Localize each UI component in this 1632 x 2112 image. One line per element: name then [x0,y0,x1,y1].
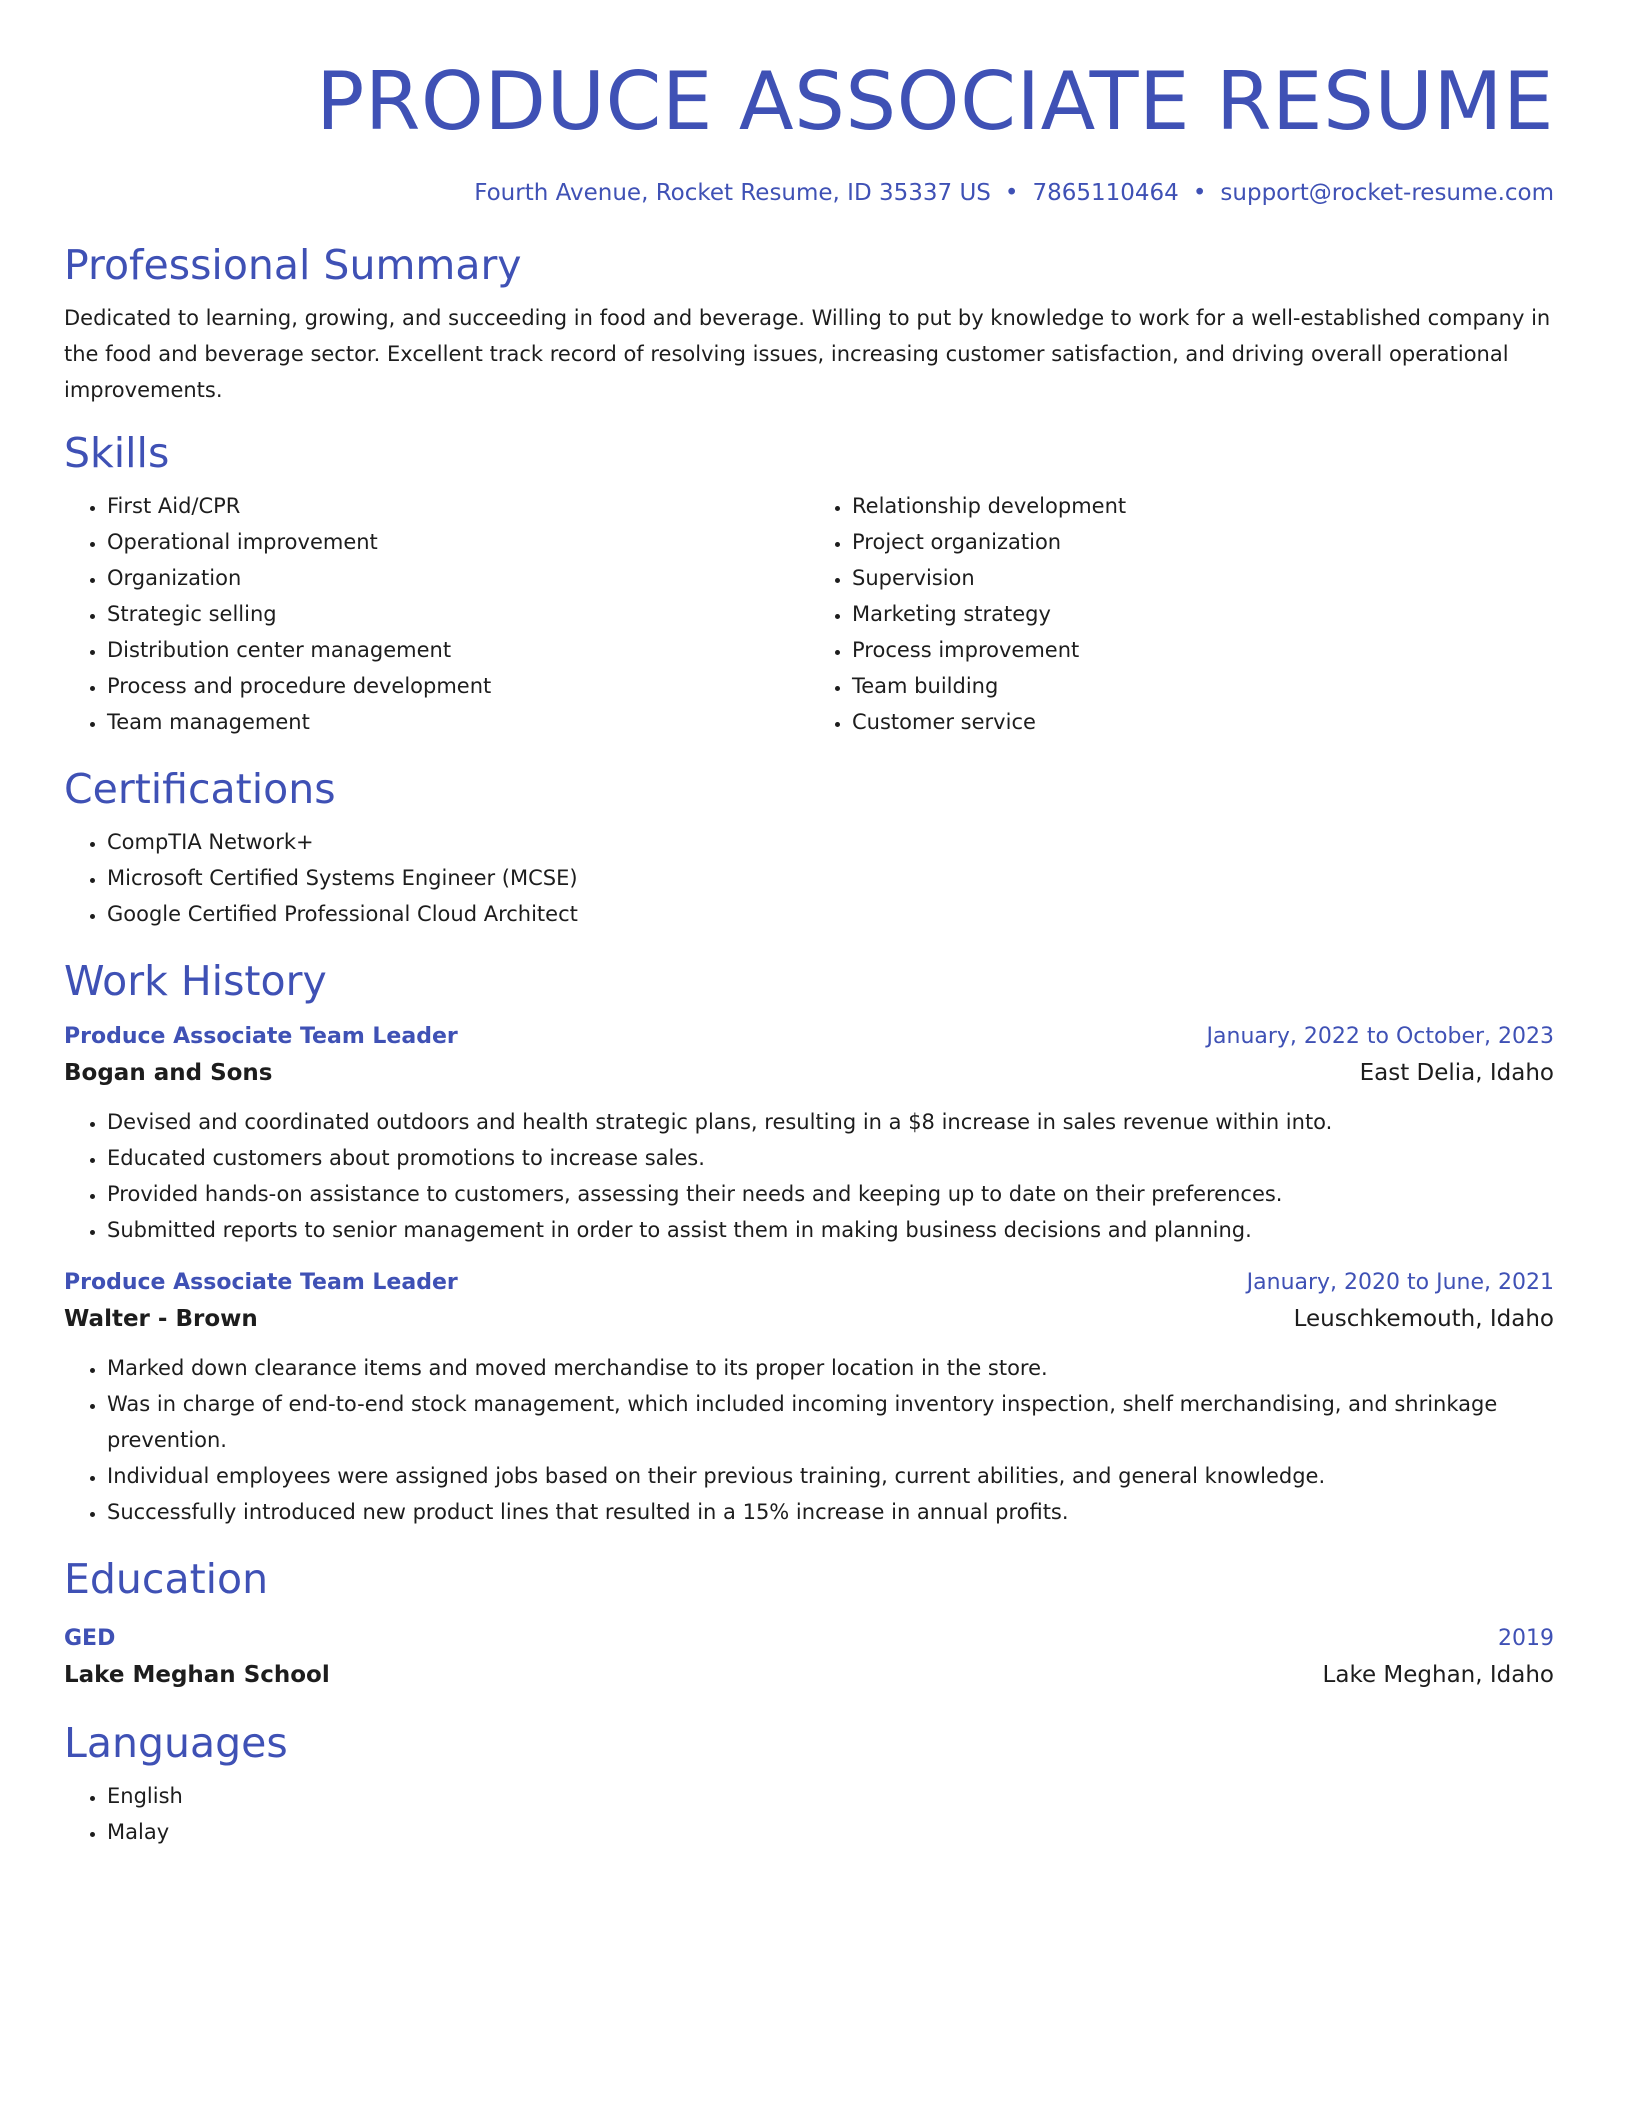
skills-list-right [809,488,1554,740]
job-entry [64,1020,1554,1248]
job-title: Produce Associate Team Leader [64,1024,458,1049]
languages-list [64,1778,1554,1850]
job-header [64,1020,1554,1054]
skills-section [64,428,1554,740]
skill-item: • Distribution center management [107,632,809,668]
job-bullet: • Was in charge of end-to-end stock management, which included incoming inventory inspection, shelf merchandising, and shrinkage prevention. [107,1386,1554,1458]
contact-separator: • [1004,180,1019,206]
education-header [64,1622,1554,1656]
skill-item: • Strategic selling [107,596,809,632]
job-title: Produce Associate Team Leader [64,1270,458,1295]
skill-item: • Marketing strategy [852,596,1554,632]
education-year: 2019 [1498,1626,1554,1651]
education-heading: Education [64,1555,269,1603]
job-bullet: • Provided hands-on assistance to customers, assessing their needs and keeping up to date on their preferences. [107,1176,1554,1212]
certification-item: • CompTIA Network+ [107,824,1554,860]
skill-item: • Relationship development [852,488,1554,524]
skills-columns [64,488,1554,740]
job-bullet: • Educated customers about promotions to increase sales. [107,1140,1554,1176]
summary-text: Dedicated to learning, growing, and succeeding in food and beverage. Willing to put by knowledge to work for a well-established company in the food and beverage sector. Excellent track record of resolving issues, increasing customer satisfaction, and driving overall operational improvements. [64,306,1551,402]
education-school: Lake Meghan School [64,1662,330,1688]
education-section [64,1554,1554,1694]
job-bullets [64,1350,1554,1530]
certifications-heading: Certifications [64,765,336,813]
education-location: Lake Meghan, Idaho [1322,1662,1554,1688]
job-subheader [64,1300,1554,1338]
skill-item: • Process and procedure development [107,668,809,704]
skills-list-left [64,488,809,740]
job-entry [64,1266,1554,1530]
languages-section [64,1718,1554,1850]
job-dates: January, 2020 to June, 2021 [1246,1270,1554,1295]
skill-item: • Customer service [852,704,1554,740]
resume-title: PRODUCE ASSOCIATE RESUME [316,55,1554,148]
skill-item: • Project organization [852,524,1554,560]
skill-item: • Organization [107,560,809,596]
job-bullet: • Successfully introduced new product lines that resulted in a 15% increase in annual profits. [107,1494,1554,1530]
contact-line [64,178,1554,208]
summary-section [64,240,1554,408]
job-dates: January, 2022 to October, 2023 [1206,1024,1554,1049]
contact-email[interactable]: support@rocket-resume.com [1220,180,1554,206]
education-degree: GED [64,1626,116,1651]
job-bullet: • Marked down clearance items and moved merchandise to its proper location in the store. [107,1350,1554,1386]
work-history-heading: Work History [64,957,327,1005]
resume-page [64,0,1554,1850]
job-bullet: • Devised and coordinated outdoors and health strategic plans, resulting in a $8 increase in sales revenue within into. [107,1104,1554,1140]
work-history-section [64,956,1554,1530]
contact-address: Fourth Avenue, Rocket Resume, ID 35337 US [474,180,991,206]
skill-item: • First Aid/CPR [107,488,809,524]
languages-heading: Languages [64,1719,288,1767]
certifications-section [64,764,1554,932]
contact-phone: 7865110464 [1032,180,1179,206]
skill-item: • Operational improvement [107,524,809,560]
job-bullets [64,1104,1554,1248]
education-subheader [64,1656,1554,1694]
job-company: Walter - Brown [64,1306,258,1332]
contact-separator: • [1192,180,1207,206]
job-company: Bogan and Sons [64,1060,273,1086]
skill-item: • Supervision [852,560,1554,596]
certifications-list [64,824,1554,932]
job-bullet: • Submitted reports to senior management in order to assist them in making business decisions and planning. [107,1212,1554,1248]
job-header [64,1266,1554,1300]
skills-heading: Skills [64,429,170,477]
job-location: Leuschkemouth, Idaho [1293,1306,1554,1332]
summary-heading: Professional Summary [64,241,522,289]
language-item: • English [107,1778,1554,1814]
skill-item: • Team building [852,668,1554,704]
skill-item: • Team management [107,704,809,740]
skill-item: • Process improvement [852,632,1554,668]
language-item: • Malay [107,1814,1554,1850]
certification-item: • Microsoft Certified Systems Engineer (MCSE) [107,860,1554,896]
certification-item: • Google Certified Professional Cloud Architect [107,896,1554,932]
job-location: East Delia, Idaho [1359,1060,1554,1086]
education-entry [64,1622,1554,1694]
job-subheader [64,1054,1554,1092]
job-bullet: • Individual employees were assigned jobs based on their previous training, current abilities, and general knowledge. [107,1458,1554,1494]
